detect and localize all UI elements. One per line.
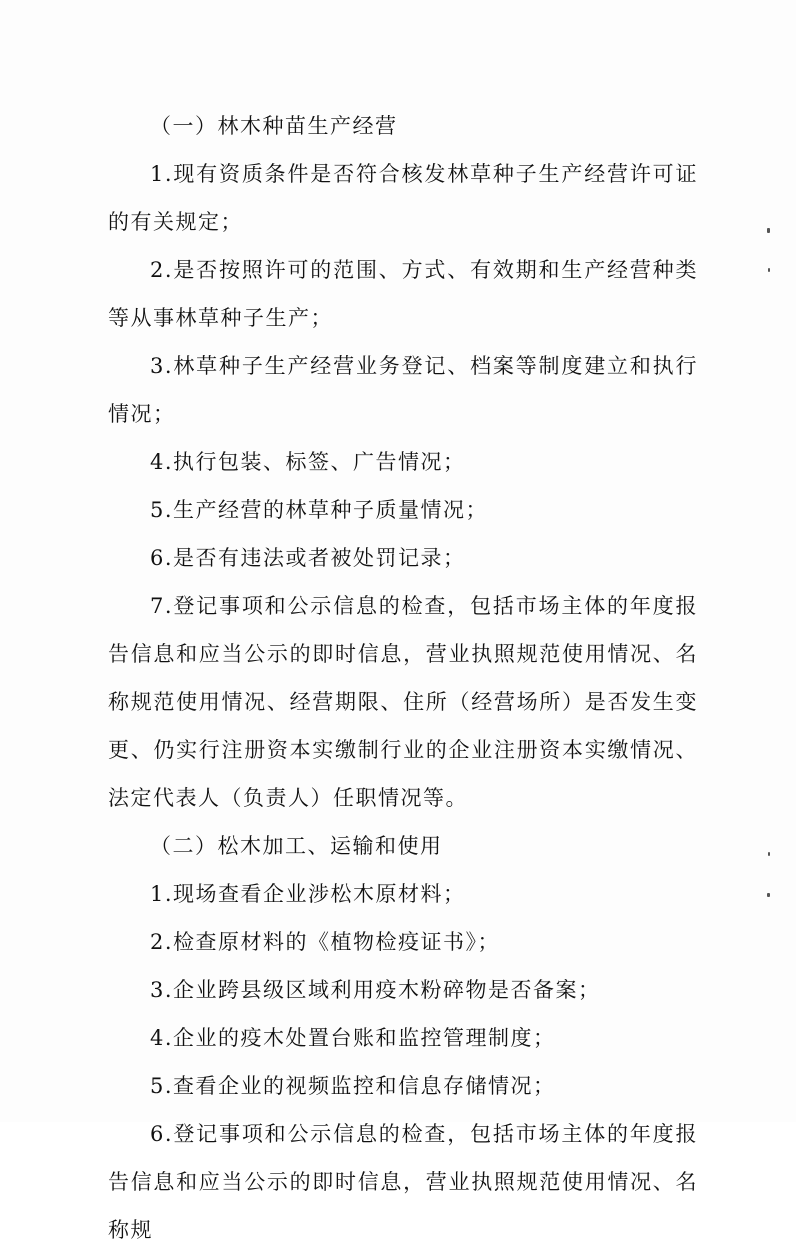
list-item: 2.是否按照许可的范围、方式、有效期和生产经营种类等从事林草种子生产； [108,258,698,330]
list-item: 5.生产经营的林草种子质量情况； [150,498,489,522]
list-item: 2.检查原材料的《植物检疫证书》； [150,930,501,954]
list-item: 1.现有资质条件是否符合核发林草种子生产经营许可证的有关规定； [108,162,698,234]
scan-speck [768,268,770,272]
list-item: 3.企业跨县级区域利用疫木粉碎物是否备案； [150,978,601,1002]
list-item: 6.是否有违法或者被处罚记录； [150,546,466,570]
list-item: 7.登记事项和公示信息的检查，包括市场主体的年度报告信息和应当公示的即时信息，营业执照规范使用情况、名称规范使用情况、经营期限、住所（经营场所）是否发生变更、仍实行注册资本实缴制行业的企业注册资本实缴情况、法定代表人（负责人）任职情况等。 [108,594,698,810]
document-body [108,102,698,1254]
list-item: 5.查看企业的视频监控和信息存储情况； [150,1074,556,1098]
section-heading-2: （二）松木加工、运输和使用 [150,834,443,858]
list-item: 4.执行包装、标签、广告情况； [150,450,466,474]
scan-speck [767,228,770,233]
scan-speck [767,893,770,897]
list-item: 3.林草种子生产经营业务登记、档案等制度建立和执行情况； [108,354,698,426]
list-item: 4.企业的疫木处置台账和监控管理制度； [150,1026,556,1050]
list-item: 6.登记事项和公示信息的检查，包括市场主体的年度报告信息和应当公示的即时信息，营业执照规范使用情况、名称规 [108,1122,698,1242]
list-item: 1.现场查看企业涉松木原材料； [150,882,466,906]
section-heading-1: （一）林木种苗生产经营 [150,114,398,138]
scan-speck [768,852,770,856]
